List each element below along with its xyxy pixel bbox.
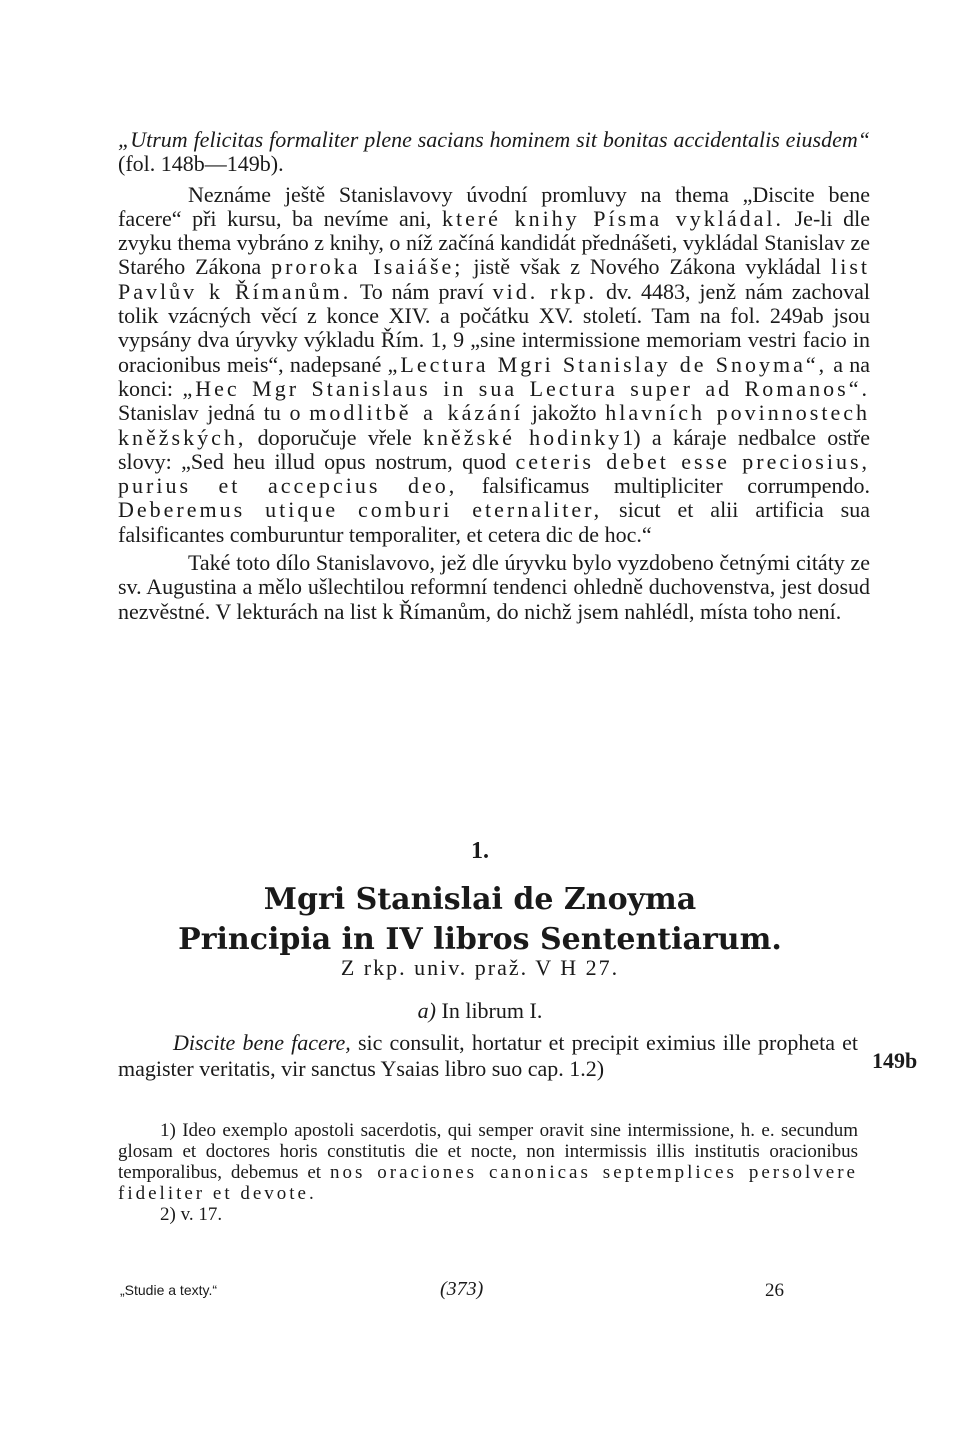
p1-spaced: proroka Isaiáše;: [271, 254, 464, 280]
p1-spaced: kněžské hodinky: [423, 424, 623, 450]
folio-margin-note: 149b: [872, 1048, 918, 1073]
principium-text: [118, 1030, 858, 1082]
p1-text: dv. 4483, jenž nám zachoval tolik vzácných věcí z konce XIV. a počátku XV. století. Tam na fol. 249ab jsou vypsány dva úryvky výkladu Řím. 1, 9 „sine intermissione memoriam vestri facio in oracionibus meis“, nadepsané: [118, 278, 870, 377]
principium-quote: Discite bene facere,: [173, 1030, 351, 1055]
p1-spaced: modlitbě a kázání: [309, 400, 524, 426]
section-source: Z rkp. univ. praž. V H 27.: [340, 955, 620, 980]
p1-spaced: hlavních povinnostech kněžských,: [118, 400, 870, 450]
section-title: [0, 880, 960, 960]
p1-text: jakožto: [523, 400, 606, 426]
p1-spaced: list Pavlův k Římanům.: [118, 254, 870, 304]
p1-text: a na konci:: [118, 351, 871, 401]
p1-text: doporučuje vřele: [246, 424, 424, 450]
intro-quote: [118, 128, 870, 177]
p1-text: falsificamus multipliciter corrumpendo.: [457, 473, 870, 499]
section-subheading: [0, 998, 960, 1024]
intro-ref: (fol. 148b—149b).: [118, 151, 284, 177]
p1-spaced: Deberemus utique comburi eternaliter,: [118, 497, 603, 523]
section-number: 1.: [471, 838, 489, 864]
footer-page-number: 26: [765, 1280, 784, 1301]
intro-block: [118, 128, 870, 624]
p1-text: jistě však z Nového Zákona vykládal: [463, 254, 832, 280]
p1-spaced: vid. rkp.: [492, 278, 598, 304]
p1-spaced: „Hec Mgr Stanislaus in sua Lectura super ad Romanos“.: [182, 375, 870, 401]
p1-spaced: „Lectura Mgri Stanislay de Snoyma“,: [387, 351, 828, 377]
footnotes: [118, 1120, 858, 1225]
subheading-label: a): [417, 998, 436, 1023]
p1-text: 1) a káraje nedbalce ostře slovy: „Sed heu illud opus nostrum, quod: [118, 424, 871, 474]
footnote-1-spaced: nos oraciones canonicas septemplices persolvere fideliter et devote.: [118, 1162, 858, 1204]
p1-text: To nám praví: [351, 278, 493, 304]
footer-series: „Studie a texty.“: [120, 1282, 218, 1298]
footnote-2: 2) v. 17.: [160, 1204, 223, 1225]
paragraph-1: [118, 183, 870, 547]
p1-text: Stanislav jedná tu o: [118, 400, 310, 426]
footnote-1-text: 1) Ideo exemplo apostoli sacerdotis, qui semper oravit sine intermissione, h. e. secundum glosam et doctores horis constitutis die et nocte, non intermissis illis institutis oracionibus temporalibus, debemus et: [118, 1120, 858, 1183]
page-footer: [0, 1278, 960, 1308]
subheading-text: In librum I.: [436, 998, 543, 1023]
intro-quote-text: „Utrum felicitas formaliter plene sacians hominem sit bonitas accidentalis eiusdem“: [118, 127, 870, 152]
paragraph-2: Také toto dílo Stanislavovo, jež dle úryvku bylo vyzdobeno četnými citáty ze sv. Augustina a mělo ušlechtilou reformní tendenci ohledně duchovenstva, jest dosud nezvěstné. V lekturách na list k Římanům, do nichž jsem nahlédl, místa toho není.: [118, 550, 870, 624]
p1-text: sicut et alii artificia sua falsificantes comburuntur temporaliter, et cetera dic de hoc.“: [118, 497, 870, 547]
p1-spaced: které knihy Písma vykládal.: [441, 205, 784, 231]
principium-rest: sic consulit, hortatur et precipit eximius ille propheta et magister veritatis, vir sanctus Ysaias libro suo cap. 1.2): [118, 1030, 859, 1081]
footnote-1: [118, 1120, 858, 1204]
section-title-line-2: Principia in IV libros Sententiarum.: [178, 922, 782, 957]
p1-text: Neznáme ještě Stanislavovy úvodní promluvy na thema „Discite bene facere“ při kursu, ba nevíme ani,: [118, 181, 870, 231]
p1-spaced: ceteris debet esse preciosius, purius et accepcius deo,: [118, 448, 871, 499]
p1-text: Je-li dle zvyku thema vybráno z knihy, o níž začíná kandidát přednášeti, vykládal Stanislav ze Starého Zákona: [118, 205, 870, 280]
footer-page-total: (373): [440, 1278, 484, 1300]
section-title-line-1: Mgri Stanislai de Znoyma: [263, 882, 697, 917]
